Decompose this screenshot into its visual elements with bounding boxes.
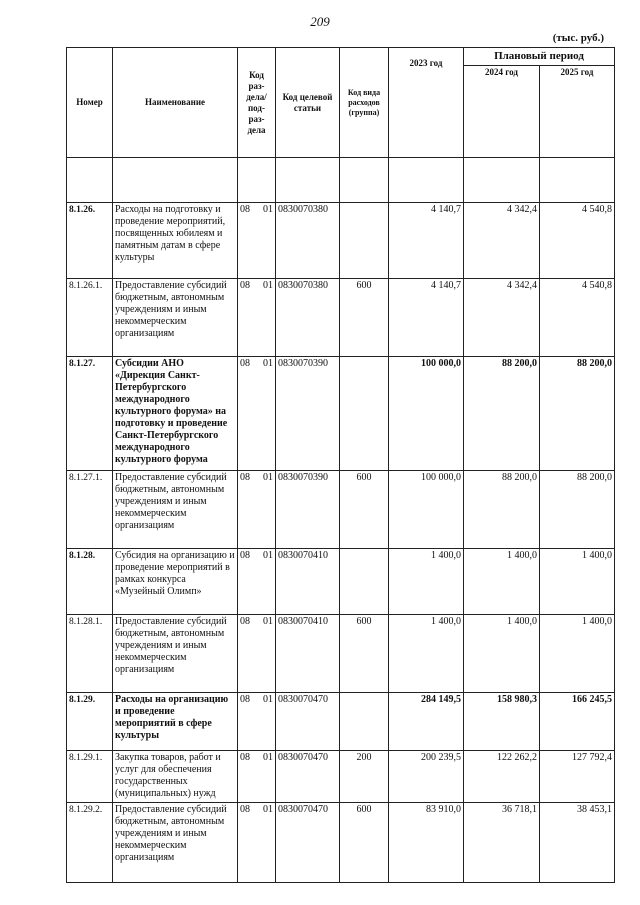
row-expense-code: 600 bbox=[340, 279, 389, 357]
row-amount-2024: 4 342,4 bbox=[464, 279, 540, 357]
row-expense-code: 200 bbox=[340, 751, 389, 803]
row-name: Закупка товаров, работ и услуг для обеспечения государственных (муниципальных) нужд bbox=[113, 751, 238, 803]
row-section-code bbox=[238, 279, 276, 357]
header-expense: Код вида расходов (группа) bbox=[340, 48, 389, 158]
row-amount-2023: 4 140,7 bbox=[389, 279, 464, 357]
table-row bbox=[67, 751, 615, 803]
podrazdel-code: 01 bbox=[263, 804, 273, 815]
row-section-code bbox=[238, 693, 276, 751]
razdel-code: 08 bbox=[240, 616, 250, 627]
row-number: 8.1.28.1. bbox=[67, 615, 113, 693]
row-amount-2023: 200 239,5 bbox=[389, 751, 464, 803]
row-number: 8.1.29.1. bbox=[67, 751, 113, 803]
header-number: Номер bbox=[67, 48, 113, 158]
row-name: Предоставление субсидий бюджетным, автономным учреждениям и иным некоммерческим организациям bbox=[113, 803, 238, 883]
row-amount-2023: 1 400,0 bbox=[389, 549, 464, 615]
table-row bbox=[67, 471, 615, 549]
row-amount-2025: 4 540,8 bbox=[540, 279, 615, 357]
row-section-code bbox=[238, 471, 276, 549]
row-number: 8.1.28. bbox=[67, 549, 113, 615]
row-amount-2025: 1 400,0 bbox=[540, 549, 615, 615]
table-row bbox=[67, 693, 615, 751]
row-expense-code: 600 bbox=[340, 803, 389, 883]
podrazdel-code: 01 bbox=[263, 472, 273, 483]
header-target: Код целевой статьи bbox=[276, 48, 340, 158]
table-row bbox=[67, 357, 615, 471]
row-amount-2024: 88 200,0 bbox=[464, 471, 540, 549]
row-target-code: 0830070470 bbox=[276, 693, 340, 751]
row-target-code: 0830070470 bbox=[276, 803, 340, 883]
row-target-code: 0830070470 bbox=[276, 751, 340, 803]
header-plan-period: Плановый период bbox=[464, 48, 615, 66]
budget-table bbox=[66, 47, 615, 883]
table-body bbox=[67, 203, 615, 883]
row-number: 8.1.29.2. bbox=[67, 803, 113, 883]
row-amount-2023: 100 000,0 bbox=[389, 357, 464, 471]
row-amount-2024: 1 400,0 bbox=[464, 549, 540, 615]
razdel-code: 08 bbox=[240, 804, 250, 815]
row-section-code bbox=[238, 549, 276, 615]
podrazdel-code: 01 bbox=[263, 694, 273, 705]
row-amount-2023: 100 000,0 bbox=[389, 471, 464, 549]
row-name: Предоставление субсидий бюджетным, автономным учреждениям и иным некоммерческим организациям bbox=[113, 279, 238, 357]
header-section: Код раз-дела/ под-раз-дела bbox=[238, 48, 276, 158]
row-amount-2024: 122 262,2 bbox=[464, 751, 540, 803]
row-section-code bbox=[238, 615, 276, 693]
row-name: Предоставление субсидий бюджетным, автономным учреждениям и иным некоммерческим организациям bbox=[113, 471, 238, 549]
row-amount-2025: 166 245,5 bbox=[540, 693, 615, 751]
row-amount-2024: 1 400,0 bbox=[464, 615, 540, 693]
row-target-code: 0830070380 bbox=[276, 279, 340, 357]
row-section-code bbox=[238, 751, 276, 803]
razdel-code: 08 bbox=[240, 550, 250, 561]
table-row bbox=[67, 615, 615, 693]
row-amount-2025: 1 400,0 bbox=[540, 615, 615, 693]
row-amount-2025: 88 200,0 bbox=[540, 471, 615, 549]
row-target-code: 0830070380 bbox=[276, 203, 340, 279]
table-header bbox=[67, 48, 615, 203]
row-amount-2025: 88 200,0 bbox=[540, 357, 615, 471]
podrazdel-code: 01 bbox=[263, 616, 273, 627]
table-row bbox=[67, 203, 615, 279]
table-row bbox=[67, 549, 615, 615]
row-expense-code bbox=[340, 203, 389, 279]
header-name: Наименование bbox=[113, 48, 238, 158]
row-number: 8.1.26.1. bbox=[67, 279, 113, 357]
podrazdel-code: 01 bbox=[263, 358, 273, 369]
row-name: Расходы на подготовку и проведение мероприятий, посвященных юбилеям и памятным датам в сфере культуры bbox=[113, 203, 238, 279]
row-target-code: 0830070410 bbox=[276, 549, 340, 615]
row-number: 8.1.27.1. bbox=[67, 471, 113, 549]
row-name: Субсидия на организацию и проведение мероприятий в рамках конкурса «Музейный Олимп» bbox=[113, 549, 238, 615]
razdel-code: 08 bbox=[240, 204, 250, 215]
row-expense-code: 600 bbox=[340, 471, 389, 549]
row-target-code: 0830070390 bbox=[276, 471, 340, 549]
row-amount-2025: 127 792,4 bbox=[540, 751, 615, 803]
row-section-code bbox=[238, 203, 276, 279]
row-number: 8.1.27. bbox=[67, 357, 113, 471]
row-amount-2023: 4 140,7 bbox=[389, 203, 464, 279]
row-amount-2024: 4 342,4 bbox=[464, 203, 540, 279]
razdel-code: 08 bbox=[240, 694, 250, 705]
row-number: 8.1.26. bbox=[67, 203, 113, 279]
podrazdel-code: 01 bbox=[263, 752, 273, 763]
page-number: 209 bbox=[310, 14, 330, 29]
table-row bbox=[67, 279, 615, 357]
razdel-code: 08 bbox=[240, 752, 250, 763]
row-amount-2023: 284 149,5 bbox=[389, 693, 464, 751]
row-amount-2023: 1 400,0 bbox=[389, 615, 464, 693]
row-expense-code bbox=[340, 357, 389, 471]
row-name: Расходы на организацию и проведение мероприятий в сфере культуры bbox=[113, 693, 238, 751]
row-expense-code bbox=[340, 549, 389, 615]
header-2025: 2025 год bbox=[540, 66, 615, 158]
row-target-code: 0830070390 bbox=[276, 357, 340, 471]
row-name: Предоставление субсидий бюджетным, автономным учреждениям и иным некоммерческим организациям bbox=[113, 615, 238, 693]
razdel-code: 08 bbox=[240, 472, 250, 483]
row-amount-2023: 83 910,0 bbox=[389, 803, 464, 883]
razdel-code: 08 bbox=[240, 358, 250, 369]
row-expense-code bbox=[340, 693, 389, 751]
row-section-code bbox=[238, 357, 276, 471]
podrazdel-code: 01 bbox=[263, 550, 273, 561]
header-2023: 2023 год bbox=[389, 48, 464, 158]
podrazdel-code: 01 bbox=[263, 280, 273, 291]
units-label: (тыс. руб.) bbox=[552, 32, 604, 44]
row-section-code bbox=[238, 803, 276, 883]
row-amount-2025: 38 453,1 bbox=[540, 803, 615, 883]
row-number: 8.1.29. bbox=[67, 693, 113, 751]
table-row bbox=[67, 803, 615, 883]
row-target-code: 0830070410 bbox=[276, 615, 340, 693]
header-2024: 2024 год bbox=[464, 66, 540, 158]
podrazdel-code: 01 bbox=[263, 204, 273, 215]
row-amount-2025: 4 540,8 bbox=[540, 203, 615, 279]
row-name: Субсидии АНО «Дирекция Санкт-Петербургского международного культурного форума» на подготовку и проведение Санкт-Петербургского международного культурного форума bbox=[113, 357, 238, 471]
razdel-code: 08 bbox=[240, 280, 250, 291]
row-amount-2024: 88 200,0 bbox=[464, 357, 540, 471]
row-amount-2024: 36 718,1 bbox=[464, 803, 540, 883]
row-amount-2024: 158 980,3 bbox=[464, 693, 540, 751]
row-expense-code: 600 bbox=[340, 615, 389, 693]
